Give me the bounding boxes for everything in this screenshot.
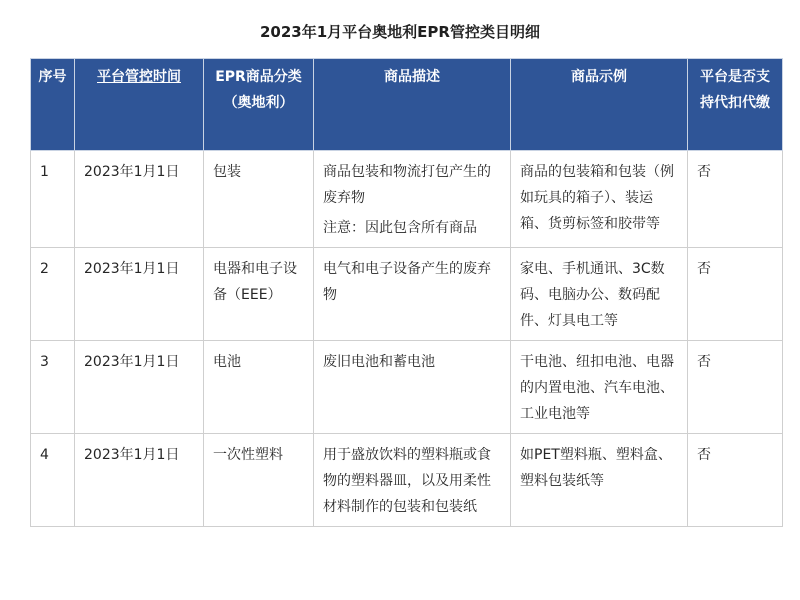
- row-description: 用于盛放饮料的塑料瓶或食物的塑料器皿，以及用柔性材料制作的包装和包装纸: [314, 434, 511, 527]
- header-no: 序号: [31, 59, 75, 151]
- row-no: 2: [31, 248, 75, 341]
- table-row: [31, 151, 783, 248]
- table-header-row: [31, 59, 783, 151]
- row-category: 电池: [204, 341, 314, 434]
- row-time: 2023年1月1日: [75, 248, 204, 341]
- row-examples: 商品的包装箱和包装（例如玩具的箱子）、装运箱、货剪标签和胶带等: [511, 151, 688, 248]
- row-examples: 家电、手机通讯、3C数码、电脑办公、数码配件、灯具电工等: [511, 248, 688, 341]
- epr-category-table: [30, 58, 783, 527]
- row-withhold: 否: [688, 434, 783, 527]
- row-category: 一次性塑料: [204, 434, 314, 527]
- header-control-time-label: 平台管控时间: [97, 69, 181, 85]
- row-category: 电器和电子设备（EEE）: [204, 248, 314, 341]
- row-description: [314, 151, 511, 248]
- row-examples: 如PET塑料瓶、塑料盒、塑料包装纸等: [511, 434, 688, 527]
- row-time: 2023年1月1日: [75, 341, 204, 434]
- table-row: [31, 341, 783, 434]
- row-description: 废旧电池和蓄电池: [314, 341, 511, 434]
- row-time: 2023年1月1日: [75, 434, 204, 527]
- row-withhold: 否: [688, 341, 783, 434]
- row-examples: 干电池、纽扣电池、电器的内置电池、汽车电池、工业电池等: [511, 341, 688, 434]
- row-time: 2023年1月1日: [75, 151, 204, 248]
- row-no: 3: [31, 341, 75, 434]
- header-description: 商品描述: [314, 59, 511, 151]
- row-no: 1: [31, 151, 75, 248]
- row-description-note: 注意：因此包含所有商品: [323, 220, 477, 236]
- page-title: 2023年1月平台奥地利EPR管控类目明细: [260, 23, 540, 41]
- header-epr-category-label: EPR商品分类: [215, 69, 302, 85]
- table-row: [31, 434, 783, 527]
- header-epr-category-country: （奥地利）: [223, 95, 294, 111]
- row-withhold: 否: [688, 248, 783, 341]
- header-epr-category: [204, 59, 314, 151]
- table-row: [31, 248, 783, 341]
- header-withhold: 平台是否支持代扣代缴: [688, 59, 783, 151]
- row-description: 电气和电子设备产生的废弃物: [314, 248, 511, 341]
- header-examples: 商品示例: [511, 59, 688, 151]
- row-withhold: 否: [688, 151, 783, 248]
- row-category: 包装: [204, 151, 314, 248]
- row-no: 4: [31, 434, 75, 527]
- row-description-text: 商品包装和物流打包产生的废弃物: [323, 164, 491, 206]
- header-control-time: [75, 59, 204, 151]
